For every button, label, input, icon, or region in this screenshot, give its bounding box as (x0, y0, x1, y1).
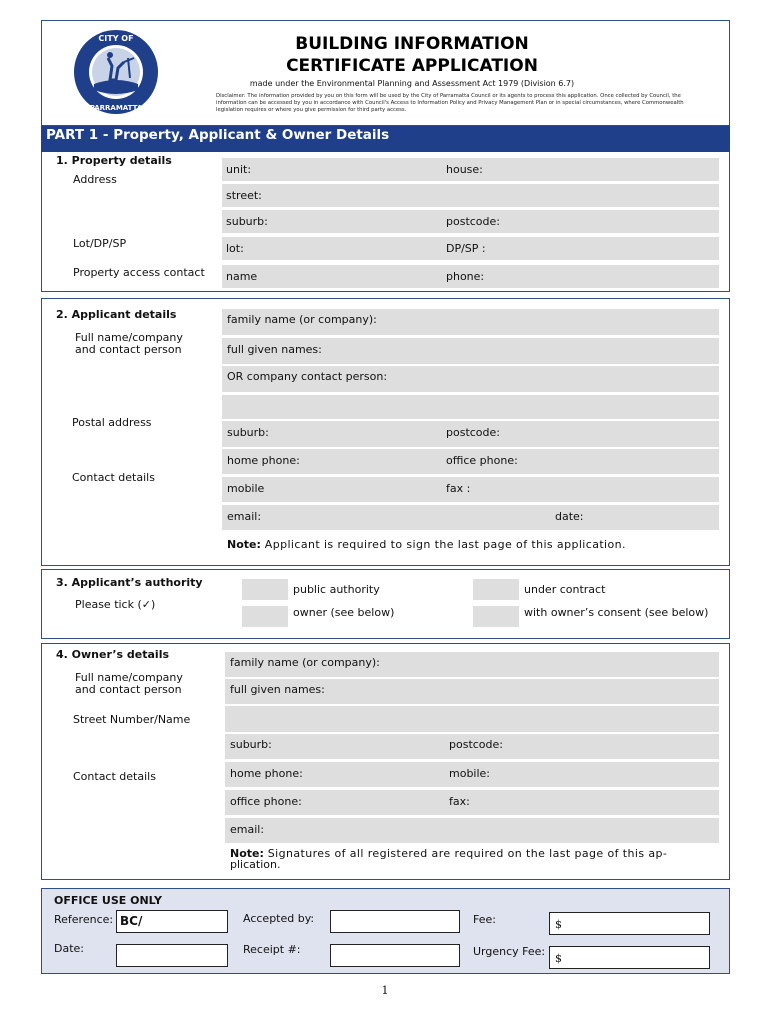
owner-fullname-label-2: and contact person (75, 683, 182, 696)
owner-fax-label: fax: (449, 795, 470, 808)
tick-instruction: Please tick (✓) (75, 598, 156, 611)
note-text: Applicant is required to sign the last page of this application. (260, 538, 626, 551)
section2-heading: 2. Applicant details (56, 308, 177, 321)
company-contact-label: OR company contact person: (227, 370, 388, 383)
owner-family-label: family name (or company): (230, 656, 380, 669)
owner-label: owner (see below) (293, 606, 395, 619)
applicant-fullname-label-2: and contact person (75, 343, 182, 356)
fee-input[interactable] (549, 912, 710, 935)
owner-suburb-label: suburb: (230, 738, 272, 751)
fee-value: $ (555, 918, 562, 931)
owner-office-phone-label: office phone: (230, 795, 302, 808)
street-number-label: Street Number/Name (73, 713, 191, 726)
owner-email-field[interactable] (225, 818, 719, 843)
fee-label: Fee: (473, 913, 496, 926)
fax-label: fax : (446, 482, 471, 495)
public-authority-checkbox[interactable] (242, 579, 288, 600)
name-label: name (226, 270, 258, 283)
applicant-given-label: full given names: (227, 343, 322, 356)
urgency-fee-input[interactable] (549, 946, 710, 969)
section3-heading: 3. Applicant’s authority (56, 576, 203, 589)
lot-field-label: lot: (226, 242, 244, 255)
section1-heading: 1. Property details (56, 154, 172, 167)
owner-consent-label: with owner’s consent (see below) (524, 606, 709, 619)
title-line-1: BUILDING INFORMATION (295, 34, 529, 54)
logo-text-bottom: PARRAMATTA (89, 104, 143, 112)
page-title (240, 33, 584, 77)
address-label: Address (73, 173, 117, 186)
owner-given-label: full given names: (230, 683, 325, 696)
owner-street-field[interactable] (225, 706, 719, 732)
owner-mobile-label: mobile: (449, 767, 491, 780)
owner-email-label: email: (230, 823, 265, 836)
receipt-label: Receipt #: (243, 943, 301, 956)
applicant-family-label: family name (or company): (227, 313, 377, 326)
urgency-fee-label: Urgency Fee: (473, 945, 546, 958)
owner-note-bold: Note: (230, 847, 264, 860)
applicant-postcode-label: postcode: (446, 426, 500, 439)
postal-address-field[interactable] (222, 395, 719, 419)
office-phone-label: office phone: (446, 454, 518, 467)
accepted-by-input[interactable] (330, 910, 460, 933)
council-logo (72, 28, 160, 116)
applicant-suburb-label: suburb: (227, 426, 269, 439)
note-bold: Note: (227, 538, 261, 551)
public-authority-label: public authority (293, 583, 380, 596)
page-number: 1 (381, 984, 389, 997)
dpsp-label: DP/SP : (446, 242, 486, 255)
owner-note-text-1: Signatures of all registered are required on the last page of this ap- (263, 847, 668, 860)
owner-note-line-1 (230, 848, 667, 859)
owner-consent-checkbox[interactable] (473, 606, 519, 627)
suburb-label: suburb: (226, 215, 268, 228)
applicant-fullname-label-1: Full name/company (75, 331, 183, 344)
postal-address-label: Postal address (72, 416, 152, 429)
owner-postcode-label: postcode: (449, 738, 503, 751)
accepted-by-label: Accepted by: (243, 912, 315, 925)
owner-note-line-2: plication. (230, 858, 281, 871)
lot-label: Lot/DP/SP (73, 237, 127, 250)
applicant-note (227, 538, 626, 551)
applicant-mobile-fax-field[interactable] (222, 477, 719, 502)
office-date-input[interactable] (116, 944, 228, 967)
house-label: house: (446, 163, 483, 176)
owner-contact-label: Contact details (73, 770, 156, 783)
reference-value: BC/ (120, 914, 143, 928)
under-contract-label: under contract (524, 583, 606, 596)
access-contact-label: Property access contact (73, 266, 205, 279)
reference-label: Reference: (54, 913, 114, 926)
unit-label: unit: (226, 163, 252, 176)
owner-fullname-label-1: Full name/company (75, 671, 183, 684)
street-label: street: (226, 189, 262, 202)
phone-label: phone: (446, 270, 485, 283)
home-phone-label: home phone: (227, 454, 300, 467)
logo-text-top: CITY OF (98, 34, 134, 43)
street-field[interactable] (222, 184, 719, 207)
disclaimer: Disclaimer: The information provided by you on this form will be used by the City of Parramatta Council or its agents to process this application. Once collected by Council, the information can be accessed by you in accordance with Council's Access to Information Policy and Privacy Management Plan or in special circumstances, where Commonwealth legislation requires or where you give permission for third party access. (216, 93, 684, 113)
receipt-input[interactable] (330, 944, 460, 967)
email-label: email: (227, 510, 262, 523)
section4-heading: 4. Owner’s details (56, 648, 170, 661)
office-date-label: Date: (54, 942, 84, 955)
date-label: date: (555, 510, 584, 523)
owner-home-phone-label: home phone: (230, 767, 303, 780)
under-contract-checkbox[interactable] (473, 579, 519, 600)
office-use-heading: OFFICE USE ONLY (54, 894, 162, 907)
postcode-label: postcode: (446, 215, 500, 228)
subtitle: made under the Environmental Planning and Assessment Act 1979 (Division 6.7) (249, 79, 575, 88)
applicant-email-date-field[interactable] (222, 505, 719, 530)
mobile-label: mobile (227, 482, 265, 495)
owner-checkbox[interactable] (242, 606, 288, 627)
reference-input[interactable] (116, 910, 228, 933)
title-line-2: CERTIFICATE APPLICATION (286, 56, 538, 76)
urgency-fee-value: $ (555, 952, 562, 965)
part1-banner: PART 1 - Property, Applicant & Owner Details (41, 126, 730, 152)
owner-note (230, 848, 667, 870)
contact-details-label: Contact details (72, 471, 155, 484)
